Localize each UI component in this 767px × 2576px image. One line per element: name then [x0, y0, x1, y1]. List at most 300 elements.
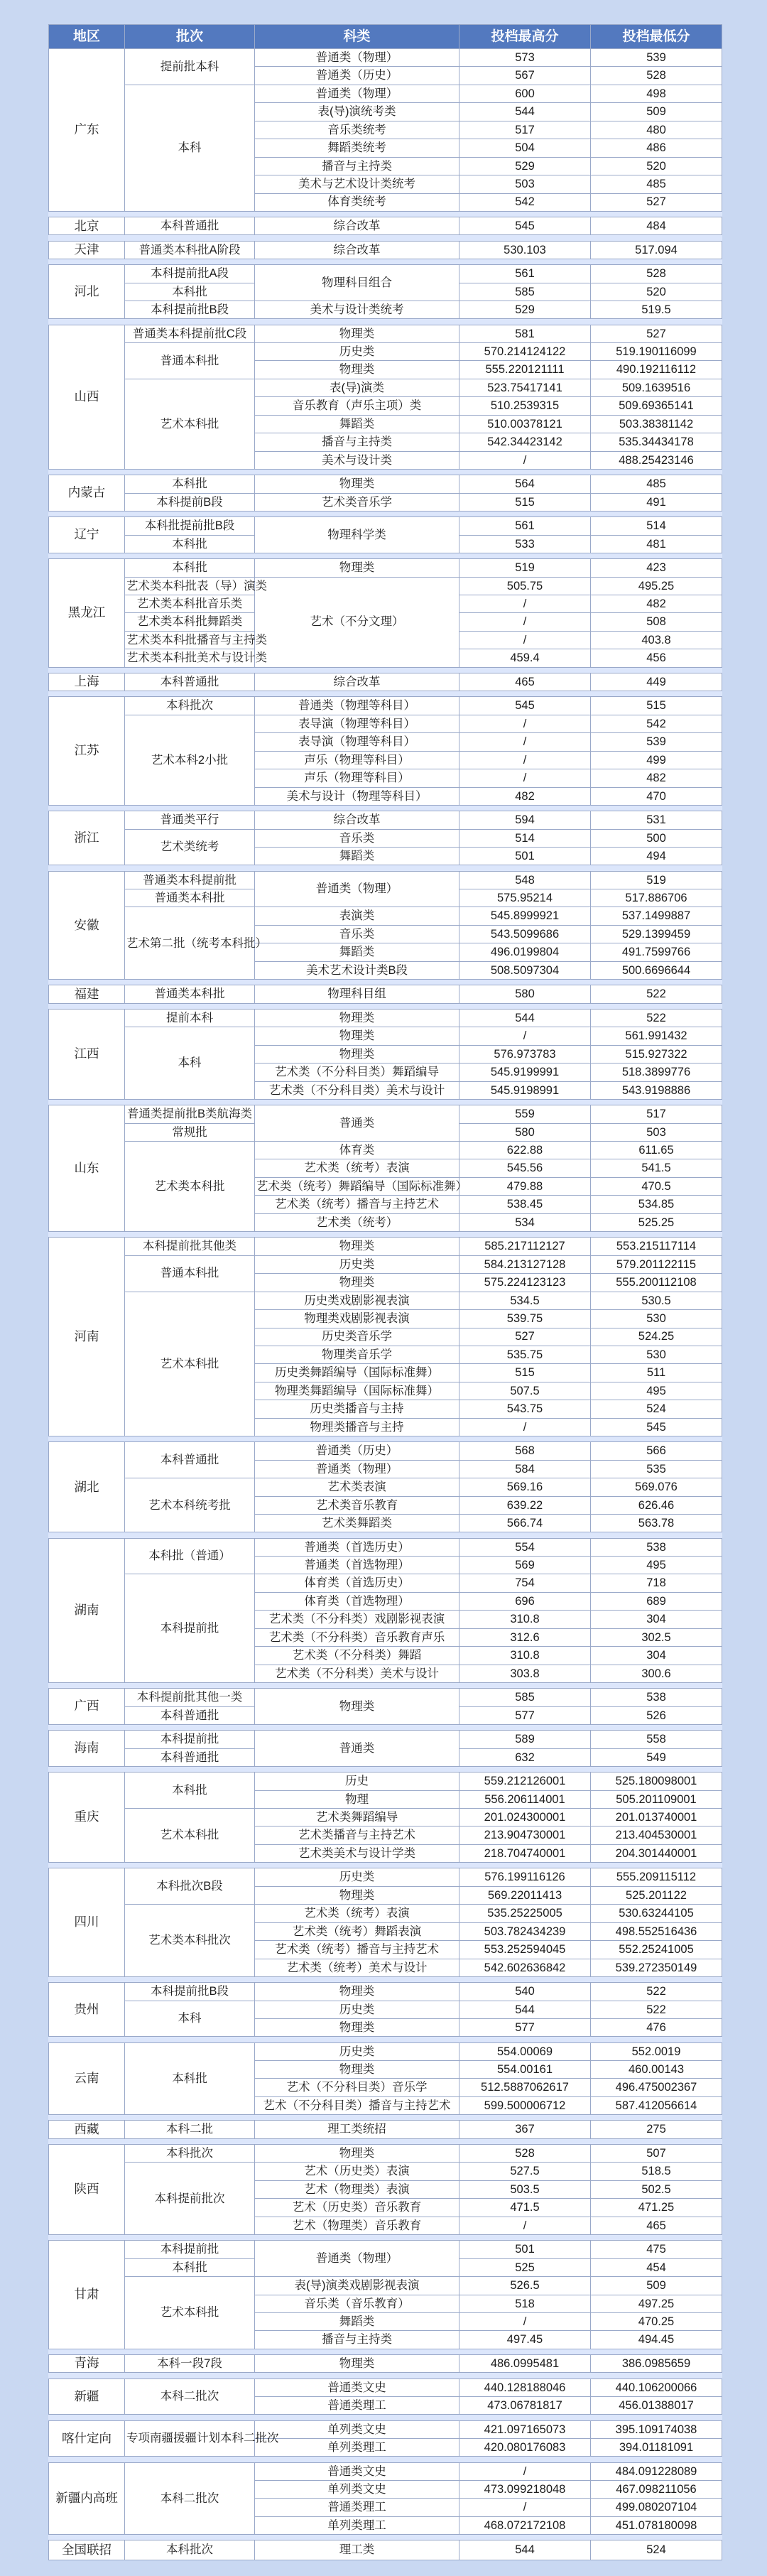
max-score-cell: /: [459, 2313, 591, 2331]
max-score-cell: 639.22: [459, 1496, 591, 1514]
max-score-cell: /: [459, 715, 591, 732]
max-score-cell: 545: [459, 217, 591, 235]
min-score-cell: 496.475002367: [591, 2079, 722, 2096]
max-score-cell: /: [459, 613, 591, 631]
category-cell: 普通类（物理）: [255, 85, 459, 102]
min-score-cell: 522: [591, 1983, 722, 2001]
category-cell: 艺术类（统考）舞蹈表演: [255, 1922, 459, 1940]
region-separator: [49, 980, 722, 985]
max-score-cell: 213.904730001: [459, 1827, 591, 1844]
category-cell: 物理类: [255, 1886, 459, 1904]
batch-cell: 本科提前批其他一类: [125, 1689, 255, 1706]
batch-cell: 本科: [125, 2001, 255, 2037]
min-score-cell: 500: [591, 829, 722, 847]
min-score-cell: 476: [591, 2019, 722, 2037]
max-score-cell: /: [459, 2499, 591, 2516]
category-cell: 物理类: [255, 1238, 459, 1255]
max-score-cell: 497.45: [459, 2331, 591, 2349]
max-score-cell: 503.782434239: [459, 1922, 591, 1940]
table-row: [49, 2042, 722, 2060]
batch-cell: 本科提前批A段: [125, 265, 255, 283]
max-score-cell: 534.5: [459, 1292, 591, 1309]
region-cell: 甘肃: [49, 2241, 125, 2349]
max-score-cell: 540: [459, 1983, 591, 2001]
category-cell: 综合改革: [255, 217, 459, 235]
max-score-cell: /: [459, 2217, 591, 2234]
separator-cell: [49, 2115, 722, 2121]
category-cell: 普通类文史: [255, 2379, 459, 2396]
min-score-cell: 561.991432: [591, 1027, 722, 1045]
batch-cell: 普通类本科批: [125, 889, 255, 907]
region-separator: [49, 1100, 722, 1105]
min-score-cell: 528: [591, 67, 722, 85]
max-score-cell: 559: [459, 1105, 591, 1123]
category-cell: 艺术（不分科目类）播音与主持艺术: [255, 2096, 459, 2114]
region-separator: [49, 2415, 722, 2420]
max-score-cell: 566.74: [459, 1515, 591, 1532]
region-cell: 湖北: [49, 1442, 125, 1532]
table-row: [49, 1689, 722, 1706]
batch-cell: 本科批: [125, 2042, 255, 2115]
category-cell: 艺术类（不分科类）音乐教育声乐: [255, 1628, 459, 1646]
separator-cell: [49, 1003, 722, 1009]
min-score-cell: 467.098211056: [591, 2480, 722, 2498]
min-score-cell: 522: [591, 2001, 722, 2018]
category-cell: 历史类: [255, 1255, 459, 1273]
batch-cell: 本科批次: [125, 2144, 255, 2162]
region-separator: [49, 1767, 722, 1773]
min-score-cell: 626.46: [591, 1496, 722, 1514]
region-cell: 新疆内高班: [49, 2462, 125, 2535]
category-cell: 物理类: [255, 2061, 459, 2079]
table-row: [49, 1809, 722, 1827]
separator-cell: [49, 2349, 722, 2354]
batch-cell: 本科提前批B段: [125, 1983, 255, 2001]
min-score-cell: 515.927322: [591, 1045, 722, 1063]
category-cell: 历史类: [255, 2001, 459, 2018]
batch-cell: 艺术本科统考批: [125, 1478, 255, 1532]
category-cell: 物理类: [255, 325, 459, 342]
category-cell: 艺术（不分科目类）音乐学: [255, 2079, 459, 2096]
min-score-cell: 519: [591, 871, 722, 889]
batch-cell: 普通类平行: [125, 811, 255, 829]
region-cell: 河北: [49, 265, 125, 319]
min-score-cell: 515: [591, 697, 722, 715]
category-cell: 普通类理工: [255, 2397, 459, 2415]
max-score-cell: 310.8: [459, 1611, 591, 1628]
table-row: [49, 49, 722, 67]
batch-cell: 本科批: [125, 1773, 255, 1809]
min-score-cell: 503: [591, 1123, 722, 1141]
batch-cell: 本科批提前批B段: [125, 517, 255, 535]
separator-cell: [49, 319, 722, 325]
min-score-cell: 514: [591, 517, 722, 535]
min-score-cell: 509: [591, 2277, 722, 2295]
batch-cell: 本科提前批B段: [125, 301, 255, 319]
max-score-cell: 533: [459, 535, 591, 553]
batch-cell: 常规批: [125, 1123, 255, 1141]
max-score-cell: 534: [459, 1213, 591, 1231]
max-score-cell: /: [459, 595, 591, 613]
min-score-cell: 485: [591, 175, 722, 193]
batch-cell: 本科提前批其他类: [125, 1238, 255, 1255]
max-score-cell: 421.097165073: [459, 2420, 591, 2438]
batch-cell: 普通本科批: [125, 343, 255, 379]
category-cell: 历史: [255, 1773, 459, 1790]
region-cell: 江西: [49, 1009, 125, 1099]
category-cell: 音乐类统考: [255, 121, 459, 139]
region-cell: 湖南: [49, 1538, 125, 1683]
region-cell: 山西: [49, 325, 125, 470]
max-score-cell: 581: [459, 325, 591, 342]
category-cell: 物理类: [255, 1983, 459, 2001]
category-cell: 物理类音乐学: [255, 1346, 459, 1363]
max-score-cell: 465: [459, 673, 591, 691]
min-score-cell: 498.552516436: [591, 1922, 722, 1940]
admission-score-table: [48, 24, 722, 2560]
max-score-cell: 468.072172108: [459, 2516, 591, 2534]
table-row: [49, 325, 722, 342]
category-cell: 普通类文史: [255, 2462, 459, 2480]
min-score-cell: 530: [591, 1310, 722, 1328]
batch-cell: 艺术第二批（统考本科批）: [125, 907, 255, 980]
separator-cell: [49, 2235, 722, 2241]
category-cell: 理工类统招: [255, 2121, 459, 2138]
category-cell: 单列类文史: [255, 2480, 459, 2498]
region-separator: [49, 2235, 722, 2241]
max-score-cell: 754: [459, 1574, 591, 1592]
batch-cell: 本科批: [125, 475, 255, 493]
max-score-cell: 507.5: [459, 1382, 591, 1400]
max-score-cell: 577: [459, 2019, 591, 2037]
min-score-cell: 491: [591, 493, 722, 511]
separator-cell: [49, 235, 722, 241]
max-score-cell: 523.75417141: [459, 379, 591, 396]
category-cell: 综合改革: [255, 811, 459, 829]
region-separator: [49, 691, 722, 697]
max-score-cell: 569: [459, 1556, 591, 1574]
category-cell: 艺术类（不分科目类）美术与设计: [255, 1081, 459, 1099]
table-row: [49, 1983, 722, 2001]
region-cell: 四川: [49, 1868, 125, 1977]
min-score-cell: 484.091228089: [591, 2462, 722, 2480]
category-cell: 理工类: [255, 2540, 459, 2560]
category-cell: 表(导)演类戏剧影视表演: [255, 2277, 459, 2295]
category-cell: 历史类戏剧影视表演: [255, 1292, 459, 1309]
min-score-cell: 689: [591, 1592, 722, 1610]
min-score-cell: 522: [591, 985, 722, 1003]
min-score-cell: 541.5: [591, 1159, 722, 1177]
region-cell: 黑龙江: [49, 559, 125, 668]
min-score-cell: 470.25: [591, 2313, 722, 2331]
separator-cell: [49, 1863, 722, 1868]
max-score-cell: /: [459, 1418, 591, 1436]
min-score-cell: 440.106200066: [591, 2379, 722, 2396]
separator-cell: [49, 211, 722, 217]
table-row: [49, 1773, 722, 1790]
category-cell: 物理类: [255, 2355, 459, 2373]
min-score-cell: 495: [591, 1556, 722, 1574]
max-score-cell: 569.16: [459, 1478, 591, 1496]
min-score-cell: 563.78: [591, 1515, 722, 1532]
separator-cell: [49, 1977, 722, 1983]
category-cell: 单列类理工: [255, 2438, 459, 2456]
header-region: 地区: [49, 25, 125, 49]
min-score-cell: 482: [591, 595, 722, 613]
category-cell: 历史类舞蹈编导（国际标准舞）: [255, 1364, 459, 1382]
max-score-cell: 473.099218048: [459, 2480, 591, 2498]
max-score-cell: 575.95214: [459, 889, 591, 907]
max-score-cell: 545: [459, 697, 591, 715]
table-row: [49, 301, 722, 319]
min-score-cell: 300.6: [591, 1665, 722, 1682]
category-cell: 艺术（历史类）音乐教育: [255, 2199, 459, 2217]
category-cell: 舞蹈类: [255, 943, 459, 961]
batch-cell: 普通类本科提前批: [125, 871, 255, 889]
table-row: [49, 1538, 722, 1556]
min-score-cell: 539: [591, 733, 722, 751]
table-row: [49, 2420, 722, 2438]
max-score-cell: 310.8: [459, 1647, 591, 1665]
max-score-cell: 526.5: [459, 2277, 591, 2295]
category-cell: 美术与设计（物理等科目）: [255, 787, 459, 805]
separator-cell: [49, 2037, 722, 2042]
region-cell: 天津: [49, 241, 125, 259]
max-score-cell: 580: [459, 985, 591, 1003]
min-score-cell: 460.00143: [591, 2061, 722, 2079]
category-cell: 表(导)演统考类: [255, 103, 459, 121]
min-score-cell: 508: [591, 613, 722, 631]
category-cell: 艺术类表演: [255, 1478, 459, 1496]
region-cell: 辽宁: [49, 517, 125, 553]
category-cell: 艺术类（统考）播音与主持艺术: [255, 1941, 459, 1959]
category-cell: 物理科目组合: [255, 265, 459, 301]
max-score-cell: 538.45: [459, 1196, 591, 1213]
category-cell: 普通类（首选历史）: [255, 1538, 459, 1556]
min-score-cell: 545: [591, 1418, 722, 1436]
max-score-cell: 530.103: [459, 241, 591, 259]
batch-cell: 提前批本科: [125, 49, 255, 85]
min-score-cell: 423: [591, 559, 722, 577]
batch-cell: 本科批: [125, 535, 255, 553]
category-cell: 物理类: [255, 2144, 459, 2162]
max-score-cell: 542.34423142: [459, 433, 591, 451]
category-cell: 物理类: [255, 1274, 459, 1292]
batch-cell: 艺术类本科批表（导）演类: [125, 577, 255, 595]
min-score-cell: 558: [591, 1731, 722, 1748]
region-separator: [49, 235, 722, 241]
max-score-cell: 501: [459, 848, 591, 865]
max-score-cell: 559.212126001: [459, 1773, 591, 1790]
max-score-cell: 543.5099686: [459, 925, 591, 943]
region-separator: [49, 2138, 722, 2144]
min-score-cell: 497.25: [591, 2295, 722, 2312]
max-score-cell: 312.6: [459, 1628, 591, 1646]
category-cell: 历史类音乐学: [255, 1328, 459, 1346]
region-separator: [49, 2535, 722, 2540]
category-cell: 艺术类（统考）表演: [255, 1905, 459, 1922]
batch-cell: 本科普通批: [125, 673, 255, 691]
batch-cell: 普通本科批: [125, 1255, 255, 1292]
table-row: [49, 241, 722, 259]
batch-cell: 本科普通批: [125, 217, 255, 235]
region-separator: [49, 2115, 722, 2121]
min-score-cell: 511: [591, 1364, 722, 1382]
separator-cell: [49, 2138, 722, 2144]
separator-cell: [49, 806, 722, 811]
category-cell: 物理类: [255, 1027, 459, 1045]
region-separator: [49, 1003, 722, 1009]
min-score-cell: 502.5: [591, 2180, 722, 2198]
table-row: [49, 1142, 722, 1159]
max-score-cell: 440.128188046: [459, 2379, 591, 2396]
min-score-cell: 525.25: [591, 1213, 722, 1231]
max-score-cell: 535.25225005: [459, 1905, 591, 1922]
category-cell: 艺术类（统考）表演: [255, 1159, 459, 1177]
category-cell: 物理类: [255, 1045, 459, 1063]
region-cell: 重庆: [49, 1773, 125, 1863]
max-score-cell: 570.214124122: [459, 343, 591, 361]
category-cell: 艺术（物理类）表演: [255, 2180, 459, 2198]
category-cell: 艺术类音乐教育: [255, 1496, 459, 1514]
region-separator: [49, 1725, 722, 1731]
batch-cell: 艺术类本科批美术与设计类: [125, 649, 255, 667]
min-score-cell: 543.9198886: [591, 1081, 722, 1099]
min-score-cell: 537.1499887: [591, 907, 722, 925]
max-score-cell: 576.199116126: [459, 1868, 591, 1886]
region-cell: 福建: [49, 985, 125, 1003]
category-cell: 艺术类（统考）: [255, 1213, 459, 1231]
min-score-cell: 449: [591, 673, 722, 691]
batch-cell: 艺术本科2小批: [125, 715, 255, 805]
separator-cell: [49, 667, 722, 673]
max-score-cell: /: [459, 2462, 591, 2480]
max-score-cell: 567: [459, 67, 591, 85]
batch-cell: 本科提前B段: [125, 493, 255, 511]
category-cell: 艺术（不分文理）: [255, 577, 459, 667]
min-score-cell: 480: [591, 121, 722, 139]
min-score-cell: 509.69365141: [591, 397, 722, 415]
max-score-cell: 544: [459, 2540, 591, 2560]
batch-cell: 本科批次: [125, 697, 255, 715]
region-cell: 喀什定向: [49, 2420, 125, 2457]
min-score-cell: 525.201122: [591, 1886, 722, 1904]
batch-cell: 本科批次B段: [125, 1868, 255, 1905]
min-score-cell: 482: [591, 769, 722, 787]
category-cell: 物理类: [255, 2019, 459, 2037]
min-score-cell: 526: [591, 1706, 722, 1724]
max-score-cell: 569.22011413: [459, 1886, 591, 1904]
table-row: [49, 811, 722, 829]
category-cell: 艺术类（统考）舞蹈编导（国际标准舞）: [255, 1177, 459, 1195]
table-row: [49, 829, 722, 847]
table-row: [49, 871, 722, 889]
max-score-cell: 420.080176083: [459, 2438, 591, 2456]
min-score-cell: 552.0019: [591, 2042, 722, 2060]
max-score-cell: 561: [459, 265, 591, 283]
max-score-cell: 580: [459, 1123, 591, 1141]
category-cell: 艺术类（不分科类）戏剧影视表演: [255, 1611, 459, 1628]
table-header-row: [49, 25, 722, 49]
min-score-cell: 555.209115112: [591, 1868, 722, 1886]
batch-cell: 本科批: [125, 283, 255, 301]
batch-cell: 本科普通批: [125, 1442, 255, 1478]
min-score-cell: 553.215117114: [591, 1238, 722, 1255]
min-score-cell: 201.013740001: [591, 1809, 722, 1827]
min-score-cell: 549: [591, 1748, 722, 1766]
category-cell: 历史类: [255, 343, 459, 361]
batch-cell: 艺术本科批: [125, 1809, 255, 1863]
table-row: [49, 343, 722, 361]
max-score-cell: /: [459, 631, 591, 649]
category-cell: 历史类: [255, 1868, 459, 1886]
batch-cell: 艺术类本科批播音与主持类: [125, 631, 255, 649]
batch-cell: 普通类本科提前批C段: [125, 325, 255, 342]
max-score-cell: 514: [459, 829, 591, 847]
separator-cell: [49, 980, 722, 985]
max-score-cell: 542: [459, 193, 591, 211]
category-cell: 音乐教育（声乐主项）类: [255, 397, 459, 415]
header-batch: 批次: [125, 25, 255, 49]
min-score-cell: 403.8: [591, 631, 722, 649]
max-score-cell: 529: [459, 157, 591, 175]
category-cell: 单列类文史: [255, 2420, 459, 2438]
region-cell: 江苏: [49, 697, 125, 806]
table-row: [49, 475, 722, 493]
min-score-cell: 522: [591, 1009, 722, 1027]
table-row: [49, 2540, 722, 2560]
max-score-cell: 539.75: [459, 1310, 591, 1328]
batch-cell: 本科: [125, 85, 255, 211]
max-score-cell: 544: [459, 2001, 591, 2018]
region-separator: [49, 865, 722, 871]
table-row: [49, 217, 722, 235]
min-score-cell: 525.180098001: [591, 1773, 722, 1790]
max-score-cell: 535.75: [459, 1346, 591, 1363]
category-cell: 物理类舞蹈编导（国际标准舞）: [255, 1382, 459, 1400]
separator-cell: [49, 470, 722, 475]
region-cell: 青海: [49, 2355, 125, 2373]
region-separator: [49, 667, 722, 673]
max-score-cell: 525: [459, 2258, 591, 2276]
table-row: [49, 2355, 722, 2373]
category-cell: 历史类: [255, 2042, 459, 2060]
max-score-cell: 510.2539315: [459, 397, 591, 415]
max-score-cell: 510.00378121: [459, 415, 591, 433]
max-score-cell: /: [459, 451, 591, 469]
min-score-cell: 519.190116099: [591, 343, 722, 361]
category-cell: 艺术（物理类）音乐教育: [255, 2217, 459, 2234]
max-score-cell: 201.024300001: [459, 1809, 591, 1827]
category-cell: 表演类: [255, 907, 459, 925]
category-cell: 表导演（物理等科目）: [255, 733, 459, 751]
batch-cell: 本科批: [125, 2258, 255, 2276]
max-score-cell: 573: [459, 49, 591, 67]
separator-cell: [49, 1683, 722, 1689]
region-cell: 浙江: [49, 811, 125, 865]
category-cell: 播音与主持类: [255, 2331, 459, 2349]
min-score-cell: 470.5: [591, 1177, 722, 1195]
table-row: [49, 1292, 722, 1309]
min-score-cell: 503.38381142: [591, 415, 722, 433]
max-score-cell: 589: [459, 1731, 591, 1748]
table-row: [49, 1442, 722, 1460]
region-separator: [49, 1532, 722, 1538]
min-score-cell: 507: [591, 2144, 722, 2162]
region-cell: 安徽: [49, 871, 125, 980]
min-score-cell: 538: [591, 1689, 722, 1706]
category-cell: 普通类: [255, 1105, 459, 1142]
